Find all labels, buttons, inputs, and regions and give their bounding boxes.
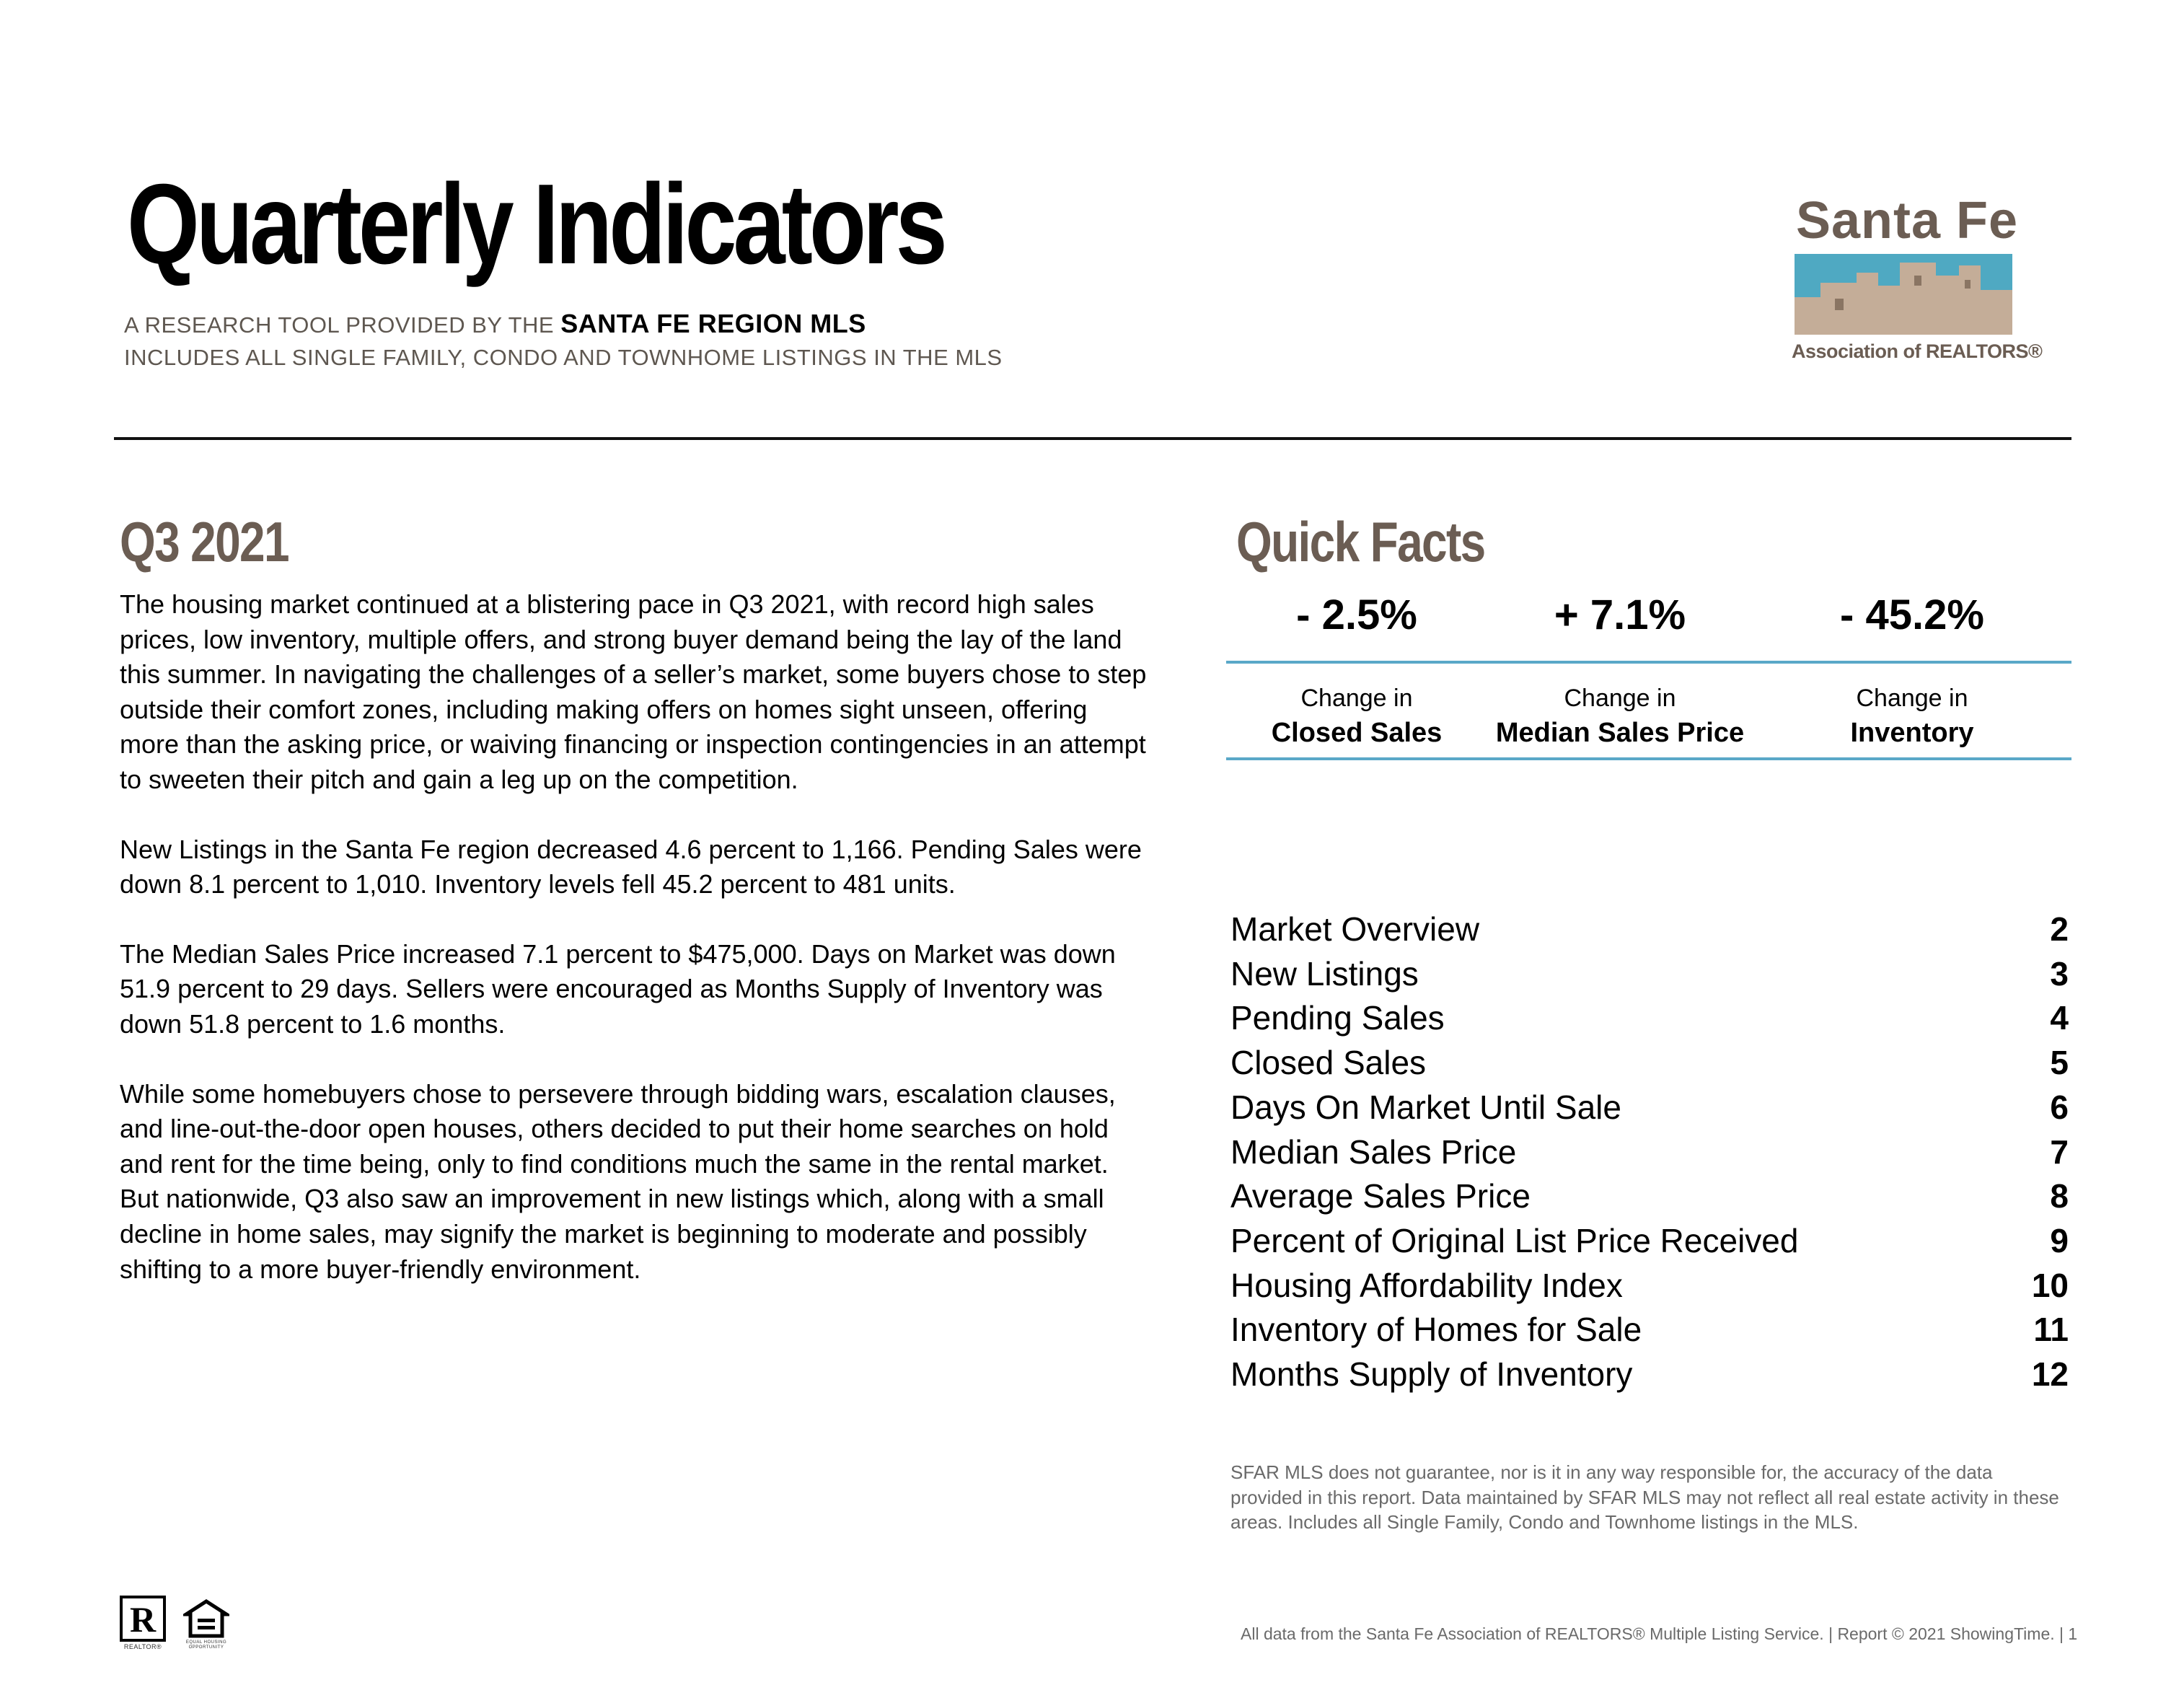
toc-page: 3: [2050, 954, 2069, 993]
summary-body: [120, 587, 1151, 1321]
logo-name: Santa Fe: [1795, 192, 2019, 250]
toc-page: 6: [2050, 1088, 2069, 1126]
toc-page: 2: [2050, 910, 2069, 948]
fact-label-main: Closed Sales: [1271, 718, 1443, 748]
header-divider: [114, 437, 2071, 440]
svg-text:R: R: [129, 1599, 157, 1640]
fact-label-closed-sales: [1226, 664, 1487, 757]
toc-page: 11: [2033, 1311, 2069, 1349]
fact-label-median-price: [1487, 664, 1753, 757]
subtitle-org: SANTA FE REGION MLS: [560, 309, 866, 338]
toc-label: Pending Sales: [1230, 999, 1445, 1037]
subtitle-prefix: A RESEARCH TOOL PROVIDED BY THE: [124, 312, 555, 338]
realtor-badge: [120, 1596, 166, 1650]
toc-item[interactable]: [1230, 1264, 2069, 1308]
page-footer: All data from the Santa Fe Association of REALTORS® Multiple Listing Service. | Report © 2021 ShowingTime. | 1: [1241, 1624, 2078, 1643]
toc-item[interactable]: [1230, 1130, 2069, 1175]
toc-page: 12: [2031, 1355, 2069, 1394]
toc-item[interactable]: [1230, 907, 2069, 952]
fact-value-median-price: + 7.1%: [1554, 591, 1686, 638]
toc-label: Median Sales Price: [1230, 1132, 1517, 1171]
fact-label-top: Change in: [1300, 685, 1413, 712]
fact-label-main: Median Sales Price: [1495, 718, 1745, 748]
toc-page: 4: [2050, 999, 2069, 1037]
summary-paragraph: New Listings in the Santa Fe region decreased 4.6 percent to 1,166. Pending Sales were down 8.1 percent to 1,010. Inventory levels fell 45.2 percent to 481 units.: [120, 834, 1142, 899]
toc-item[interactable]: [1230, 1308, 2069, 1352]
toc-item[interactable]: [1230, 1352, 2069, 1397]
summary-paragraph: The Median Sales Price increased 7.1 percent to $475,000. Days on Market was down 51.9 percent to 29 days. Sellers were encouraged as Months Supply of Inventory was down 51.8 percent to 1.6 months.: [120, 938, 1116, 1039]
summary-paragraph: While some homebuyers chose to persevere through bidding wars, escalation clauses, and line-out-the-door open houses, others decided to put their home searches on hold and rent for the time being, only to find conditions much the same in the rental market. But nationwide, Q3 also saw an improvement in new listings which, along with a small decline in home sales, may signify the market is beginning to moderate and possibly shifting to a more buyer-friendly environment.: [120, 1078, 1116, 1284]
toc-label: Inventory of Homes for Sale: [1230, 1311, 1642, 1349]
quick-facts-heading: Quick Facts: [1236, 510, 1485, 573]
toc-label: Days On Market Until Sale: [1230, 1088, 1621, 1126]
toc-page: 7: [2050, 1132, 2069, 1171]
toc-label: Percent of Original List Price Received: [1230, 1221, 1799, 1259]
toc-item[interactable]: [1230, 1174, 2069, 1219]
fact-value-closed-sales: - 2.5%: [1296, 591, 1417, 638]
summary-heading: Q3 2021: [120, 510, 289, 573]
toc-page: 8: [2050, 1177, 2069, 1215]
equal-housing-caption: EQUAL HOUSING OPPORTUNITY: [185, 1640, 227, 1650]
data-disclaimer: SFAR MLS does not guarantee, nor is it in any way responsible for, the accuracy of the data provided in this report. Data maintained by SFAR MLS may not reflect all real estate activity in these areas. Includes all Single Family, Condo and Townhome listings in the MLS.: [1230, 1461, 2059, 1533]
fact-label-top: Change in: [1564, 685, 1676, 712]
adobe-skyline-icon: [1792, 254, 2015, 335]
fact-label-inventory: [1753, 664, 2071, 757]
subtitle-line-2: INCLUDES ALL SINGLE FAMILY, CONDO AND TOWNHOME LISTINGS IN THE MLS: [124, 345, 1003, 370]
toc-page: 5: [2050, 1044, 2069, 1082]
fact-label-main: Inventory: [1850, 718, 1974, 748]
facts-bottom-rule: [1226, 757, 2071, 760]
toc-label: Average Sales Price: [1230, 1177, 1531, 1215]
toc-item[interactable]: [1230, 1041, 2069, 1086]
realtor-r-icon: [120, 1596, 166, 1642]
summary-paragraph: The housing market continued at a blistering pace in Q3 2021, with record high sales prices, low inventory, multiple offers, and strong buyer demand being the lay of the land this summer. In navigating the challenges of a seller’s market, some buyers chose to step outside their comfort zones, including making offers on homes sight unseen, offering more than the asking price, or waiving financing or inspection contingencies in an attempt to sweeten their pitch and gain a leg up on the competition.: [120, 589, 1147, 794]
quick-facts-panel: [1226, 589, 2071, 760]
toc-item[interactable]: [1230, 952, 2069, 997]
santa-fe-logo: [1792, 192, 2043, 363]
table-of-contents: [1230, 907, 2069, 1397]
fact-value-inventory: - 45.2%: [1840, 591, 1984, 638]
footer-badges: [120, 1596, 229, 1650]
toc-label: Housing Affordability Index: [1230, 1266, 1623, 1304]
fact-label-top: Change in: [1856, 685, 1968, 712]
toc-label: New Listings: [1230, 954, 1419, 993]
realtor-caption: REALTOR®: [123, 1643, 162, 1650]
equal-housing-badge: [183, 1598, 229, 1650]
page-title: Quarterly Indicators: [127, 161, 944, 288]
toc-item[interactable]: [1230, 1086, 2069, 1130]
toc-label: Market Overview: [1230, 910, 1480, 948]
toc-label: Closed Sales: [1230, 1044, 1427, 1082]
toc-page: 9: [2050, 1221, 2069, 1259]
toc-item[interactable]: [1230, 1219, 2069, 1264]
toc-label: Months Supply of Inventory: [1230, 1355, 1633, 1394]
subtitle-line-1: [124, 309, 866, 339]
logo-association: Association of REALTORS®: [1792, 340, 2043, 362]
toc-page: 10: [2031, 1266, 2069, 1304]
toc-item[interactable]: [1230, 996, 2069, 1041]
equal-housing-icon: [183, 1598, 229, 1639]
